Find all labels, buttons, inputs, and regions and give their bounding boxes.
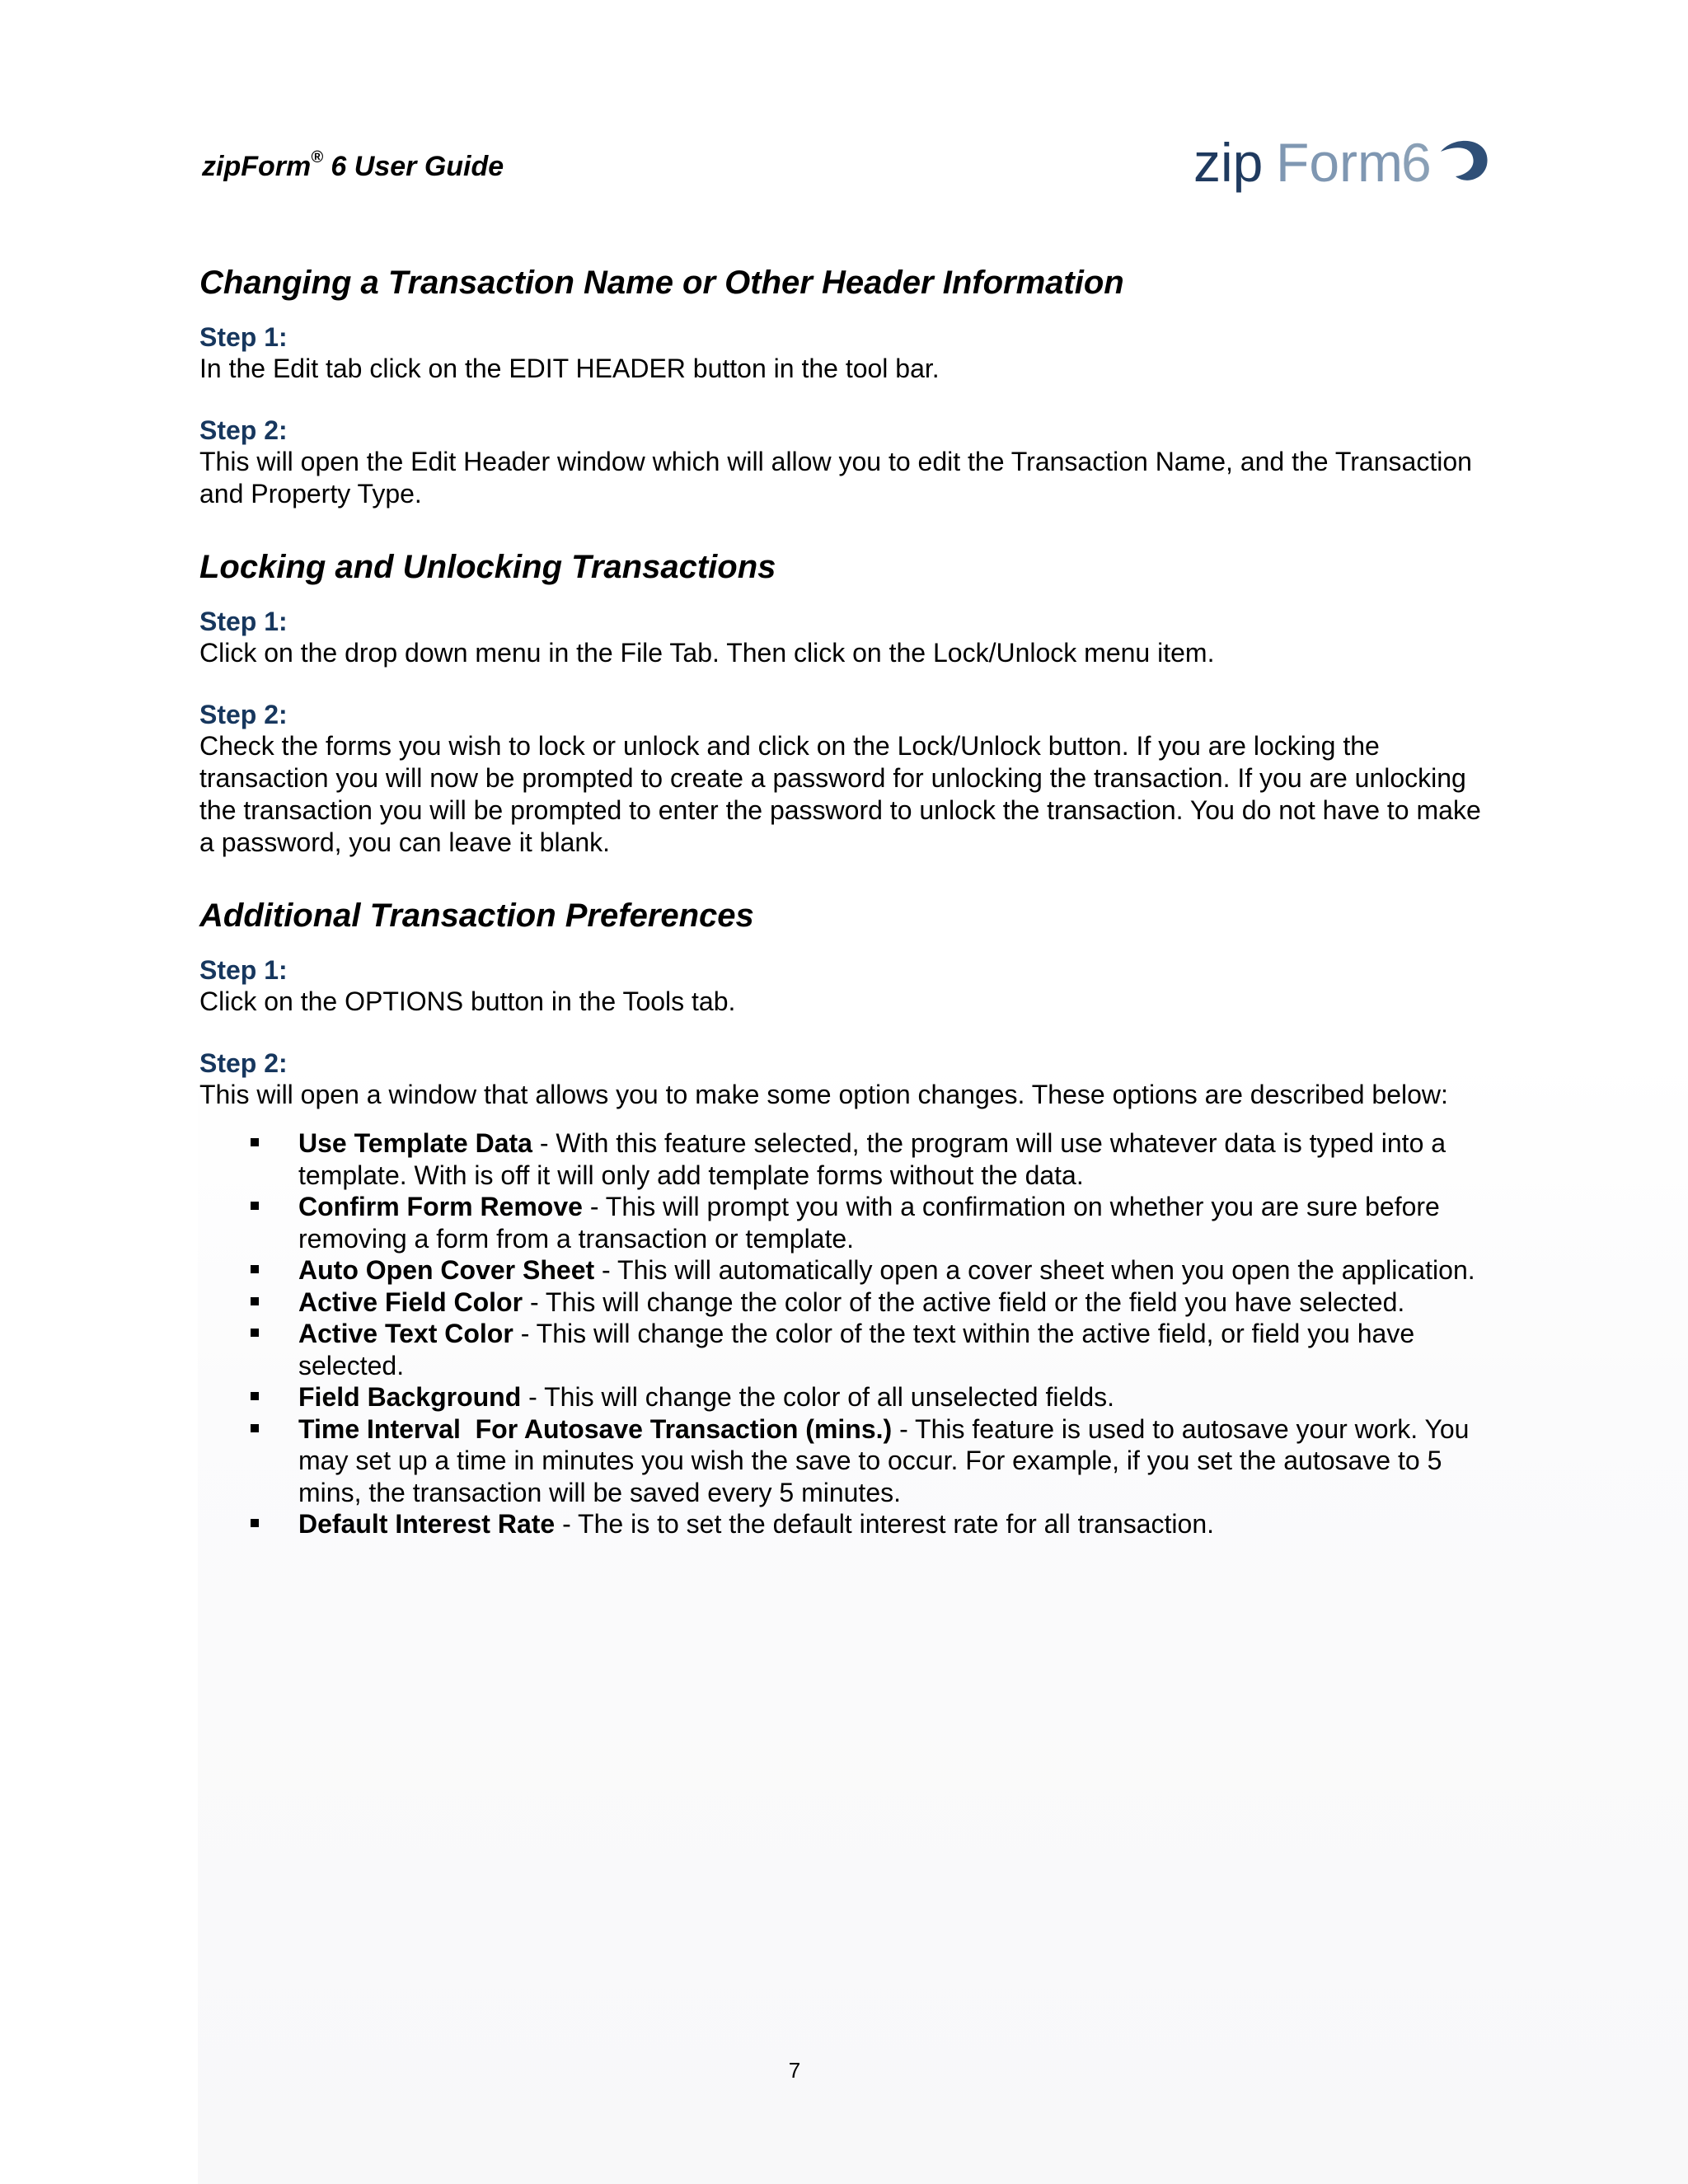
option-term: Field Background xyxy=(298,1382,522,1412)
square-bullet-icon xyxy=(251,1424,259,1432)
logo-form-text: Form xyxy=(1276,132,1403,193)
logo-zip-text: zip xyxy=(1193,132,1264,193)
step-label: Step 2: xyxy=(199,1048,288,1078)
list-item xyxy=(298,1254,1493,1286)
square-bullet-icon xyxy=(251,1265,259,1273)
logo-six-text: 6 xyxy=(1401,132,1432,193)
section-change-header xyxy=(199,262,1493,510)
step xyxy=(199,415,1493,510)
option-desc: - This will automatically open a cover sheet when you open the application. xyxy=(594,1255,1475,1285)
option-desc: - The is to set the default interest rate for all transaction. xyxy=(555,1509,1214,1539)
step-label: Step 2: xyxy=(199,415,288,445)
step-text: Click on the OPTIONS button in the Tools tab. xyxy=(199,987,736,1016)
option-term: Auto Open Cover Sheet xyxy=(298,1255,595,1285)
list-item xyxy=(298,1318,1493,1381)
square-bullet-icon xyxy=(251,1138,259,1146)
option-desc: - With this feature selected, the program will use whatever data is typed into a template. With is off it will only add template forms without the data. xyxy=(298,1128,1447,1190)
option-term: Active Text Color xyxy=(298,1319,513,1348)
guide-title-brand: zipForm xyxy=(202,151,312,182)
section-heading: Locking and Unlocking Transactions xyxy=(199,549,776,585)
step xyxy=(199,699,1493,859)
step xyxy=(199,606,1493,669)
option-desc: - This feature is used to autosave your work. You may set up a time in minutes you wish the save to occur. For example, if you set the autosave to 5 mins, the transaction will be saved every 5 minutes. xyxy=(298,1413,1470,1507)
square-bullet-icon xyxy=(251,1297,259,1305)
options-list xyxy=(199,1127,1493,1540)
square-bullet-icon xyxy=(251,1392,259,1400)
registered-mark: ® xyxy=(311,148,323,166)
section-heading: Changing a Transaction Name or Other Header Information xyxy=(199,265,1124,301)
step-text: This will open a window that allows you to make some option changes. These options are described below: xyxy=(199,1080,1448,1109)
step-text: In the Edit tab click on the EDIT HEADER button in the tool bar. xyxy=(199,354,940,383)
option-term: Confirm Form Remove xyxy=(298,1192,583,1221)
step xyxy=(199,1047,1493,1111)
list-item xyxy=(298,1381,1493,1413)
section-heading: Additional Transaction Preferences xyxy=(199,898,754,934)
list-item xyxy=(298,1413,1493,1509)
list-item xyxy=(298,1508,1493,1540)
section-preferences xyxy=(199,895,1493,1540)
option-term: Use Template Data xyxy=(298,1128,532,1158)
step xyxy=(199,321,1493,385)
option-desc: - This will change the color of the text within the active field, or field you have selected. xyxy=(298,1319,1415,1380)
square-bullet-icon xyxy=(251,1202,259,1210)
section-locking xyxy=(199,546,1493,859)
option-desc: - This will change the color of the active field or the field you have selected. xyxy=(523,1286,1405,1317)
step-label: Step 1: xyxy=(199,607,288,636)
guide-title xyxy=(202,148,504,183)
guide-title-rest: 6 User Guide xyxy=(322,151,504,182)
option-term: Active Field Color xyxy=(298,1286,523,1317)
list-item xyxy=(298,1286,1493,1319)
step-text: This will open the Edit Header window which will allow you to edit the Transaction Name, and the Transaction and Property Type. xyxy=(199,447,1472,509)
zipform-logo xyxy=(1193,132,1490,198)
square-bullet-icon xyxy=(251,1519,259,1527)
logo-swoosh-icon xyxy=(1441,141,1488,180)
step-label: Step 1: xyxy=(199,322,288,352)
step-text: Check the forms you wish to lock or unlock and click on the Lock/Unlock button. If you are locking the transaction you will now be prompted to create a password for unlocking the transaction. If you are unlocking the transaction you will be prompted to enter the password to unlock the transaction. You do not have to make a password, you can leave it blank. xyxy=(199,731,1481,857)
step-label: Step 1: xyxy=(199,955,288,985)
page-number: 7 xyxy=(788,2058,801,2083)
option-term: Default Interest Rate xyxy=(298,1509,556,1539)
list-item xyxy=(298,1191,1493,1254)
list-item xyxy=(298,1127,1493,1191)
option-desc: - This will change the color of all unselected fields. xyxy=(521,1382,1115,1412)
step-label: Step 2: xyxy=(199,700,288,729)
option-desc: - This will prompt you with a confirmation on whether you are sure before removing a form from a transaction or template. xyxy=(298,1192,1440,1254)
step xyxy=(199,954,1493,1018)
step-text: Click on the drop down menu in the File Tab. Then click on the Lock/Unlock menu item. xyxy=(199,638,1215,668)
square-bullet-icon xyxy=(251,1329,259,1337)
document-body xyxy=(199,262,1493,1577)
option-term: Time Interval For Autosave Transaction (mins.) xyxy=(298,1413,893,1444)
